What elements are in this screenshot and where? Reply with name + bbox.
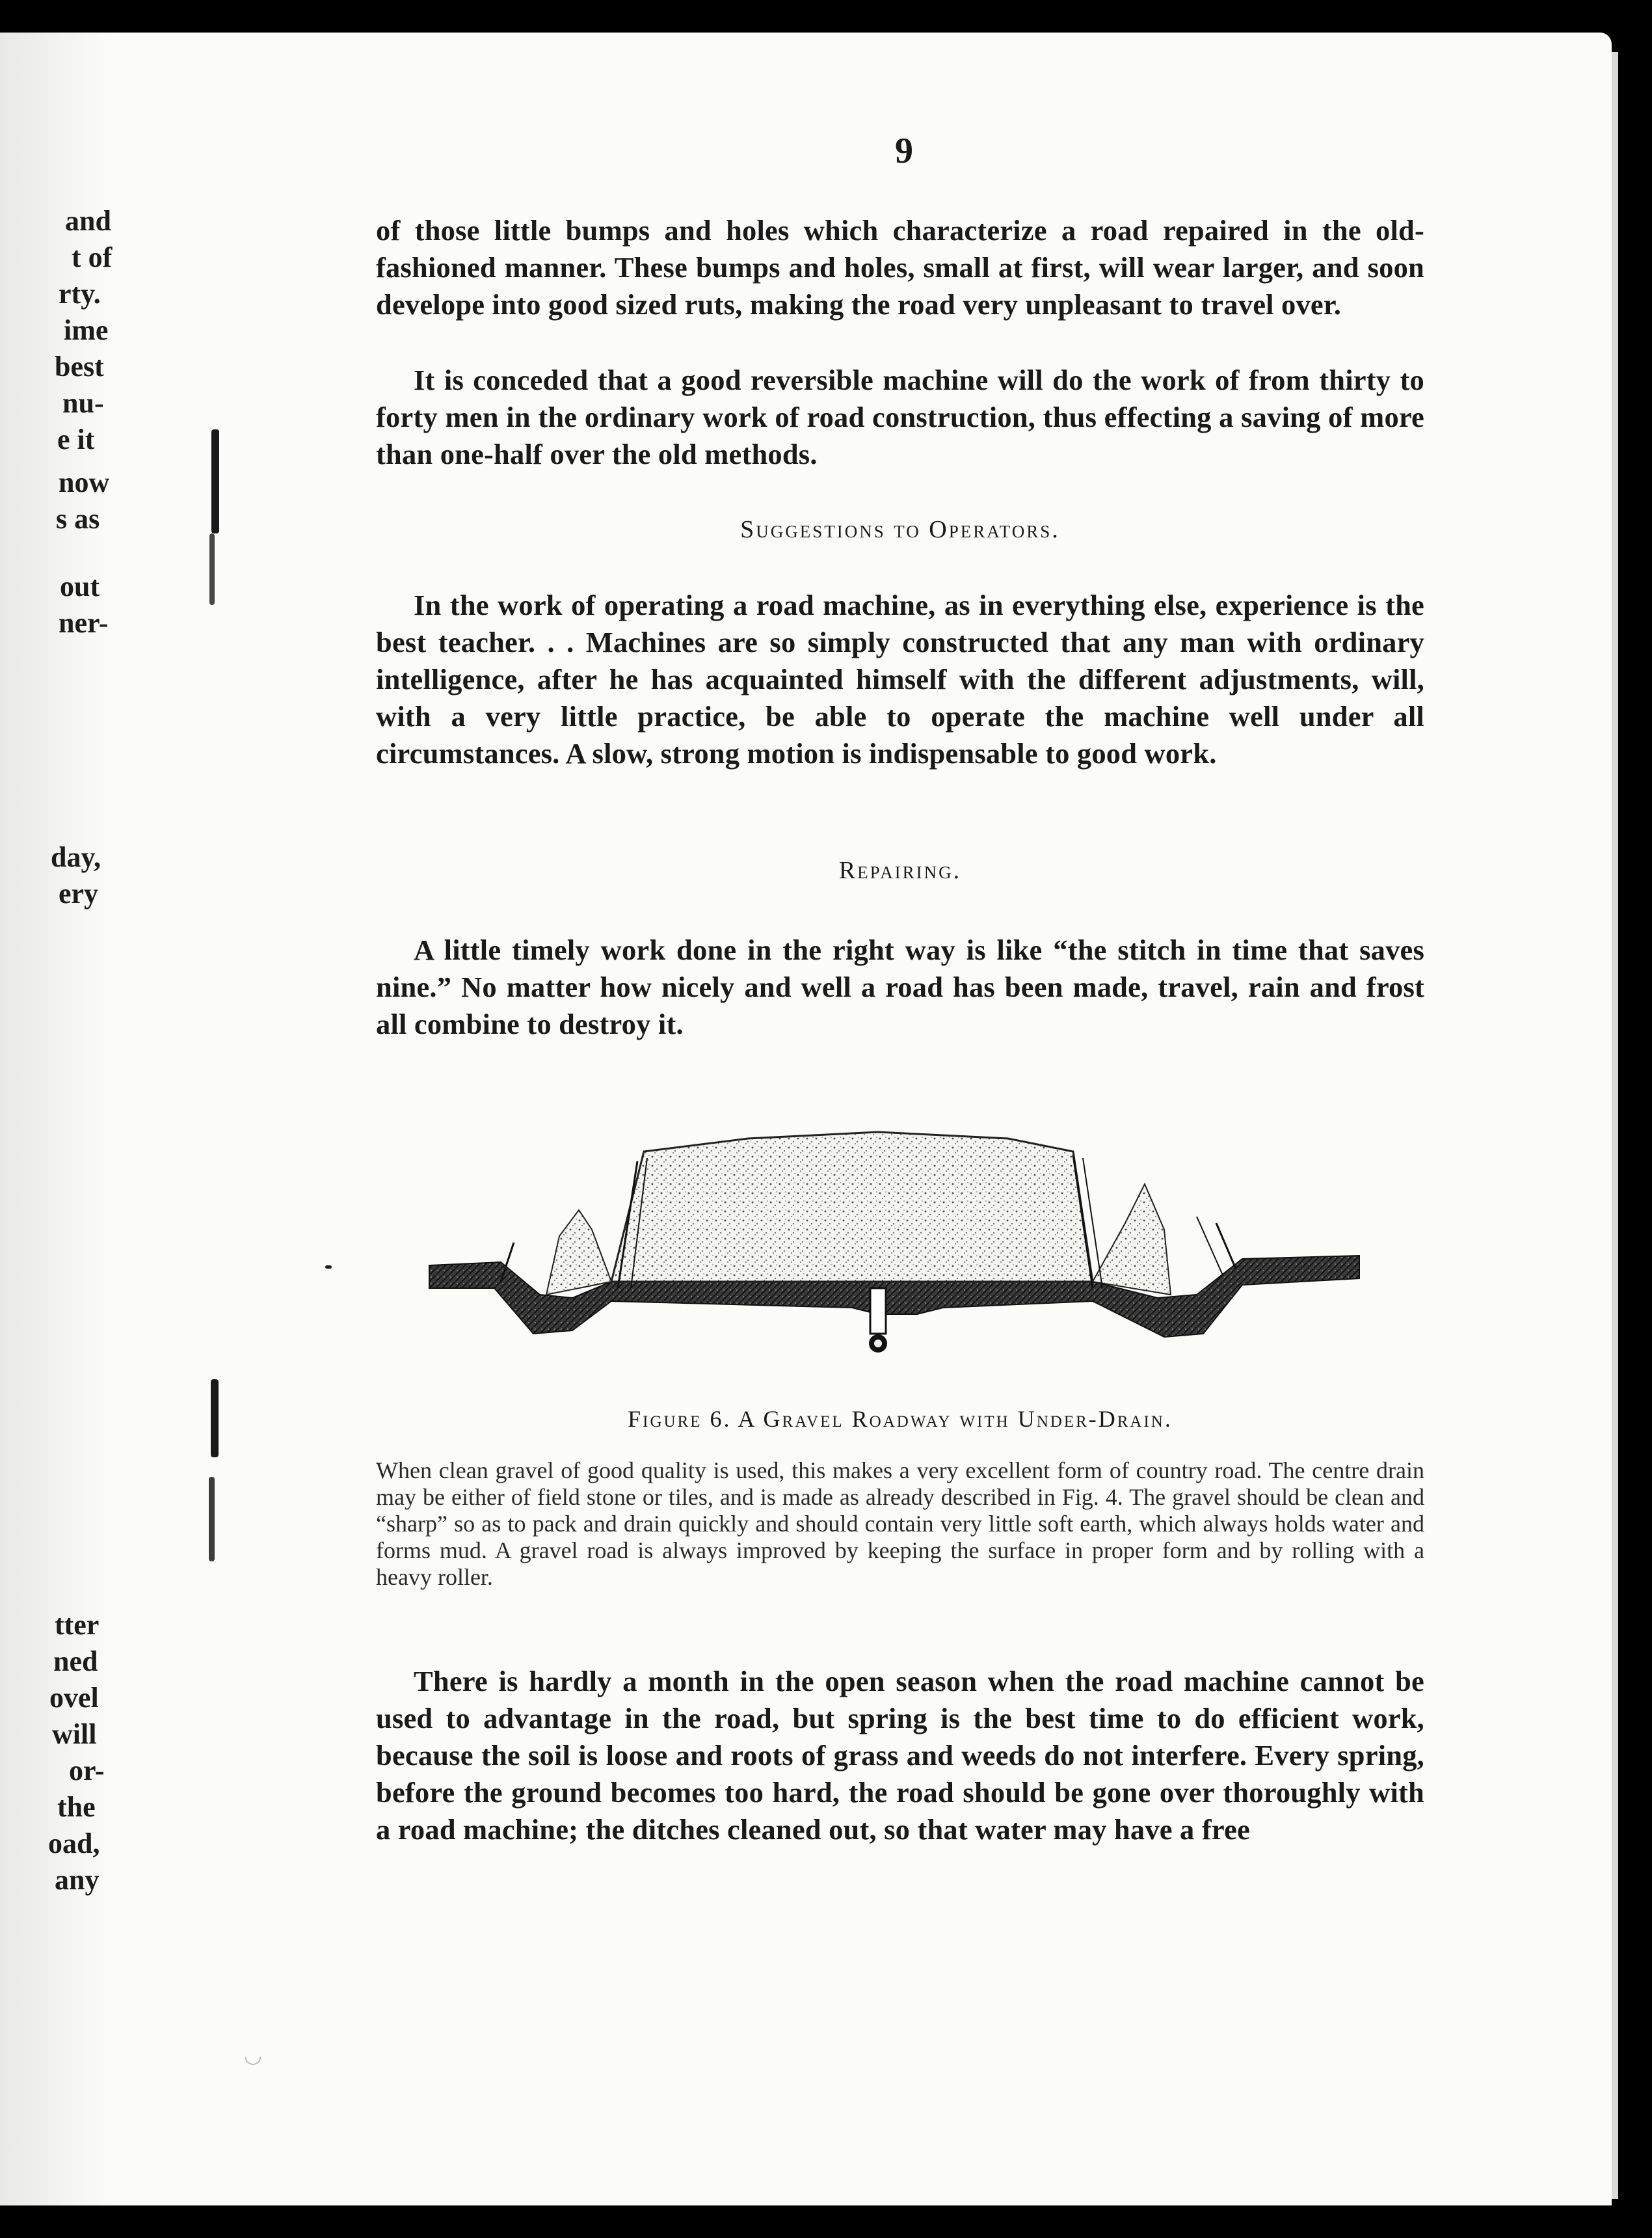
gravel-roadway-illustration <box>423 1099 1372 1386</box>
figure-caption: Figure 6. A Gravel Roadway with Under-Drain. <box>628 1406 1173 1432</box>
facing-word: ner- <box>59 607 109 639</box>
facing-word: or- <box>69 1755 105 1786</box>
facing-word: rty. <box>59 278 101 310</box>
facing-word: best <box>55 351 104 383</box>
facing-page-text <box>0 0 114 2238</box>
facing-word: any <box>55 1864 100 1896</box>
binding-stitch-mark <box>211 429 219 533</box>
margin-speck <box>325 1265 332 1269</box>
facing-word: tter <box>55 1609 100 1641</box>
figure-note: When clean gravel of good quality is used, this makes a very excellent form of country road. The centre drain may be either of field stone or tiles, and is made as already described in Fig. 4. The gravel should be clean and “sharp” so as to pack and drain quickly and should contain very little soft earth, which always holds water and forms mud. A gravel road is always improved by keeping the surface in proper form and by rolling with a heavy roller. <box>376 1457 1424 1590</box>
section-heading: Repairing. <box>838 857 962 884</box>
facing-word: day, <box>51 841 101 873</box>
facing-word: e it <box>57 424 95 455</box>
body-paragraph: A little timely work done in the right way is like “the stitch in time that saves nine.” No matter how nicely and well a road has been made, travel, rain and frost all combine to destroy it. <box>376 934 1424 1040</box>
facing-word: out <box>60 571 100 602</box>
page-edge <box>1612 52 1618 2199</box>
body-paragraph: In the work of operating a road machine, as in everything else, experience is the best teacher. . . Machines are so simply constructed that any man with ordinary intelligence, after he has acquainted himself with the different adjustments, will, with a very little practice, be able to operate the machine well under all circumstances. A slow, strong motion is indispensable to good work. <box>376 589 1424 770</box>
body-paragraph: There is hardly a month in the open season when the road machine cannot be used to advantage in the road, but spring is the best time to do efficient work, because the soil is loose and roots of grass and weeds do not interfere. Every spring, before the ground becomes too hard, the road should be gone over thoroughly with a road machine; the ditches cleaned out, so that water may have a free <box>376 1665 1424 1846</box>
facing-word: the <box>57 1791 96 1823</box>
facing-word: will <box>52 1718 97 1750</box>
stray-mark: ◡ <box>244 2043 262 2067</box>
facing-word: oad, <box>48 1827 100 1859</box>
facing-word: t of <box>72 241 113 273</box>
body-paragraph: of those little bumps and holes which characterize a road repaired in the old-fashioned manner. These bumps and holes, small at first, will wear larger, and soon develope into good sized ruts, making the road very unpleasant to travel over. <box>376 214 1424 321</box>
facing-word: ovel <box>49 1682 99 1714</box>
facing-word: nu- <box>62 387 104 419</box>
page-number: 9 <box>895 131 913 171</box>
facing-word: ery <box>59 878 99 910</box>
facing-word: ned <box>53 1645 98 1677</box>
facing-word: ime <box>64 314 109 346</box>
facing-word: now <box>59 466 110 498</box>
binding-stitch-mark <box>209 1477 215 1561</box>
facing-word: and <box>65 205 111 237</box>
body-paragraph: It is conceded that a good reversible machine will do the work of from thirty to forty men in the ordinary work of road construction, thus effecting a saving of more than one-half over the old methods. <box>376 364 1424 470</box>
binding-stitch-mark <box>209 533 215 605</box>
facing-word: s as <box>56 503 100 535</box>
section-heading: Suggestions to Operators. <box>740 516 1060 543</box>
binding-stitch-mark <box>211 1379 219 1457</box>
